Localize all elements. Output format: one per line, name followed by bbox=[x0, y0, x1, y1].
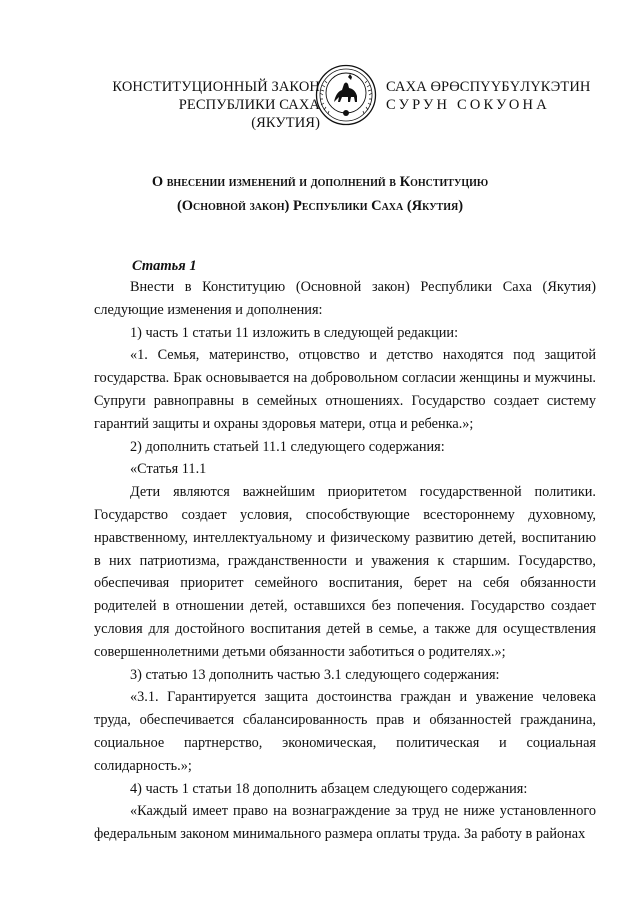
document-body bbox=[94, 276, 596, 846]
header-left-line2: РЕСПУБЛИКИ САХА (ЯКУТИЯ) bbox=[178, 97, 320, 131]
paragraph: 3) статью 13 дополнить частью 3.1 следующего содержания: bbox=[130, 666, 500, 683]
sakha-coat-of-arms-icon bbox=[315, 64, 377, 126]
article-heading: Статья 1 bbox=[132, 258, 197, 274]
document-title bbox=[60, 170, 580, 218]
title-line2: (Основной закон) Республики Саха (Якутия) bbox=[176, 198, 464, 214]
header-left bbox=[108, 78, 320, 132]
paragraph: Дети являются важнейшим приоритетом государственной политики. Государство создает условия, способствующие всестороннему духовному, нравственному, интеллектуальному и физическому развитию детей, воспитанию в них патриотизма, гражданственности и уважения к старшим. Государство, обеспечивая приоритет семейного воспитания, берет на себя обязанности родителей в отношении детей, оставшихся без попечения. Государство создает условия для достойного воспитания детей в семье, а также для осуществления совершеннолетними детьми обязанности заботиться о родителях.»; bbox=[94, 484, 596, 660]
paragraph: 1) часть 1 статьи 11 изложить в следующей редакции: bbox=[130, 324, 459, 341]
header-right-line2: СУРУН СОКУОНА bbox=[386, 97, 550, 113]
header-left-line1: КОНСТИТУЦИОННЫЙ ЗАКОН bbox=[112, 79, 320, 95]
paragraph: «Статья 11.1 bbox=[130, 461, 207, 478]
paragraph: «1. Семья, материнство, отцовство и детство находятся под защитой государства. Брак основывается на добровольном согласии женщины и мужчины. Супруги равноправны в семейных отношениях. Государство создает систему гарантий защиты и охраны здоровья матери, отца и ребенка.»; bbox=[94, 347, 596, 432]
paragraph: Внести в Конституцию (Основной закон) Республики Саха (Якутия) следующие изменения и дополнения: bbox=[94, 279, 596, 318]
paragraph: 2) дополнить статьей 11.1 следующего содержания: bbox=[130, 438, 445, 455]
paragraph: «3.1. Гарантируется защита достоинства граждан и уважение человека труда, обеспечивается сбалансированность прав и обязанностей гражданина, социальное партнерство, экономическая, политическая и социальная солидарность.»; bbox=[94, 689, 596, 774]
paragraph: 4) часть 1 статьи 18 дополнить абзацем следующего содержания: bbox=[130, 780, 528, 797]
paragraph: «Каждый имеет право на вознаграждение за труд не ниже установленного федеральным законом минимального размера оплаты труда. За работу в районах bbox=[94, 803, 596, 843]
header-right-line1: САХА ӨРӨСПҮҮБҮЛҮКЭТИН bbox=[386, 79, 591, 95]
header-right bbox=[386, 78, 606, 114]
title-line1: О внесении изменений и дополнений в Конституцию bbox=[151, 174, 489, 190]
